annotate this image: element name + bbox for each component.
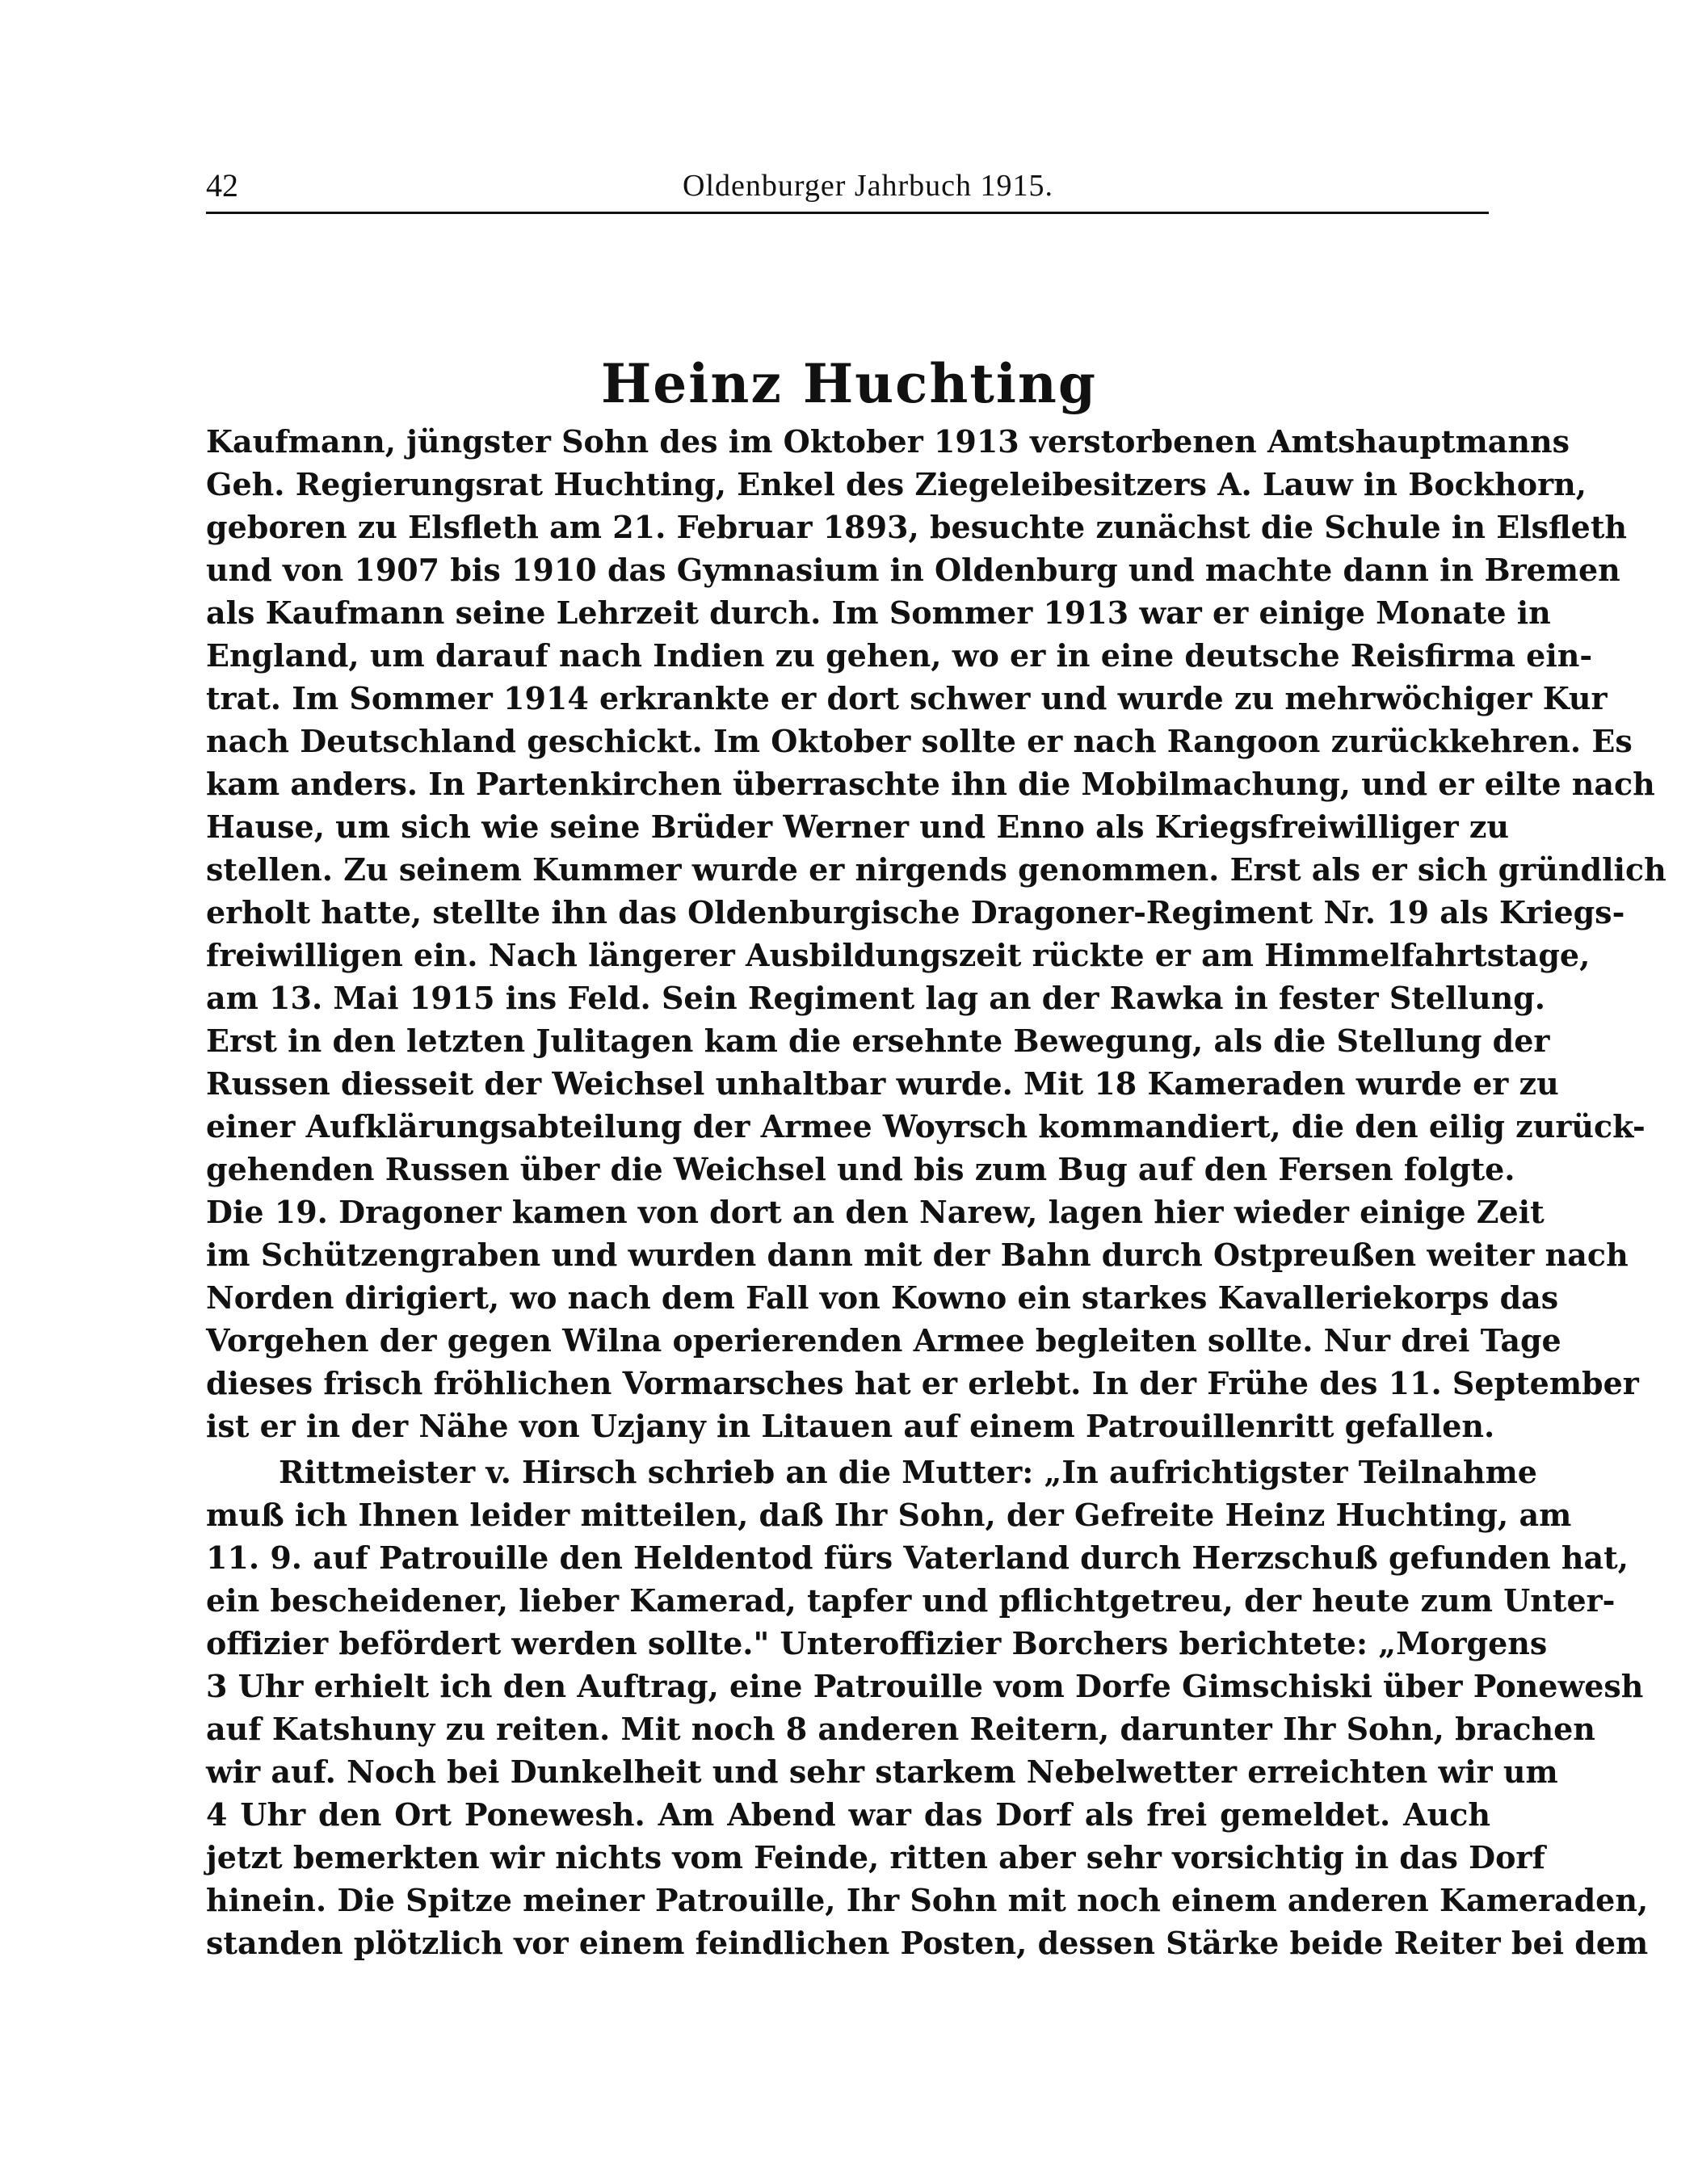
paragraph-1 bbox=[206, 420, 1666, 1447]
text-line: Rittmeister v. Hirsch schrieb an die Mutter: „In aufrichtigster Teilnahme bbox=[279, 1454, 1537, 1490]
text-line: auf Katshuny zu reiten. Mit noch 8 anderen Reitern, darunter Ihr Sohn, brachen bbox=[206, 1711, 1595, 1747]
article-title: Heinz Huchting bbox=[600, 352, 1098, 415]
text-line: 11. 9. auf Patrouille den Heldentod fürs Vaterland durch Herzschuß gefunden hat, bbox=[206, 1539, 1629, 1576]
text-line: nach Deutschland geschickt. Im Oktober sollte er nach Rangoon zurückkehren. Es bbox=[206, 723, 1633, 759]
paragraph-2 bbox=[206, 1451, 1649, 1964]
text-line: jetzt bemerkten wir nichts vom Feinde, ritten aber sehr vorsichtig in das Dorf bbox=[206, 1839, 1545, 1875]
text-line: muß ich Ihnen leider mitteilen, daß Ihr Sohn, der Gefreite Heinz Huchting, am bbox=[206, 1497, 1572, 1533]
text-line: freiwilligen ein. Nach längerer Ausbildungszeit rückte er am Himmelfahrtstage, bbox=[206, 937, 1591, 973]
text-line: ist er in der Nähe von Uzjany in Litauen auf einem Patrouillenritt gefallen. bbox=[206, 1408, 1495, 1444]
text-line: Vorgehen der gegen Wilna operierenden Armee begleiten sollte. Nur drei Tage bbox=[206, 1322, 1561, 1359]
text-line: trat. Im Sommer 1914 erkrankte er dort schwer und wurde zu mehrwöchiger Kur bbox=[206, 680, 1608, 716]
page-number: 42 bbox=[206, 167, 238, 204]
text-line: einer Aufklärungsabteilung der Armee Woyrsch kommandiert, die den eilig zurück- bbox=[206, 1108, 1645, 1144]
text-line: hinein. Die Spitze meiner Patrouille, Ihr Sohn mit noch einem anderen Kameraden, bbox=[206, 1882, 1649, 1918]
text-line: geboren zu Elsfleth am 21. Februar 1893, besuchte zunächst die Schule in Elsfleth bbox=[206, 509, 1628, 545]
page-header bbox=[206, 162, 1489, 210]
text-line: offizier befördert werden sollte." Unteroffizier Borchers berichtete: „Morgens bbox=[206, 1625, 1548, 1661]
text-line: standen plötzlich vor einem feindlichen Posten, dessen Stärke beide Reiter bei dem bbox=[206, 1925, 1649, 1961]
text-line: Geh. Regierungsrat Huchting, Enkel des Ziegeleibesitzers A. Lauw in Bockhorn, bbox=[206, 466, 1587, 502]
text-line: Kaufmann, jüngster Sohn des im Oktober 1913 verstorbenen Amtshauptmanns bbox=[206, 423, 1570, 460]
text-line: Hause, um sich wie seine Brüder Werner und Enno als Kriegsfreiwilliger zu bbox=[206, 808, 1510, 845]
article-body bbox=[206, 420, 1666, 1964]
text-line: dieses frisch fröhlichen Vormarsches hat er erlebt. In der Frühe des 11. September bbox=[206, 1365, 1639, 1401]
text-line: als Kaufmann seine Lehrzeit durch. Im Sommer 1913 war er einige Monate in bbox=[206, 594, 1551, 631]
text-line: Norden dirigiert, wo nach dem Fall von Kowno ein starkes Kavalleriekorps das bbox=[206, 1279, 1559, 1316]
text-line: kam anders. In Partenkirchen überraschte ihn die Mobilmachung, und er eilte nach bbox=[206, 766, 1655, 802]
text-line: Russen diesseit der Weichsel unhaltbar wurde. Mit 18 Kameraden wurde er zu bbox=[206, 1065, 1559, 1102]
text-line: Die 19. Dragoner kamen von dort an den Narew, lagen hier wieder einige Zeit bbox=[206, 1194, 1545, 1230]
text-line: und von 1907 bis 1910 das Gymnasium in Oldenburg und machte dann in Bremen bbox=[206, 552, 1620, 588]
text-line: ein bescheidener, lieber Kamerad, tapfer und pflichtgetreu, der heute zum Unter- bbox=[206, 1582, 1616, 1619]
text-line: 3 Uhr erhielt ich den Auftrag, eine Patrouille vom Dorfe Gimschiski über Ponewesh bbox=[206, 1668, 1644, 1704]
text-line: stellen. Zu seinem Kummer wurde er nirgends genommen. Erst als er sich gründlich bbox=[206, 851, 1666, 888]
text-line: wir auf. Noch bei Dunkelheit und sehr starkem Nebelwetter erreichten wir um bbox=[206, 1754, 1558, 1790]
text-line: 4 Uhr den Ort Ponewesh. Am Abend war das Dorf als frei gemeldet. Auch bbox=[206, 1796, 1490, 1833]
text-line: England, um darauf nach Indien zu gehen, wo er in eine deutsche Reisfirma ein- bbox=[206, 637, 1593, 674]
text-line: erholt hatte, stellte ihn das Oldenburgische Dragoner-Regiment Nr. 19 als Kriegs- bbox=[206, 894, 1625, 930]
text-line: am 13. Mai 1915 ins Feld. Sein Regiment lag an der Rawka in fester Stellung. bbox=[206, 980, 1546, 1016]
header-rule bbox=[206, 212, 1489, 214]
text-line: Erst in den letzten Julitagen kam die ersehnte Bewegung, als die Stellung der bbox=[206, 1023, 1550, 1059]
text-line: gehenden Russen über die Weichsel und bis zum Bug auf den Fersen folgte. bbox=[206, 1151, 1515, 1187]
running-title: Oldenburger Jahrbuch 1915. bbox=[683, 169, 1054, 203]
text-line: im Schützengraben und wurden dann mit der Bahn durch Ostpreußen weiter nach bbox=[206, 1237, 1629, 1273]
